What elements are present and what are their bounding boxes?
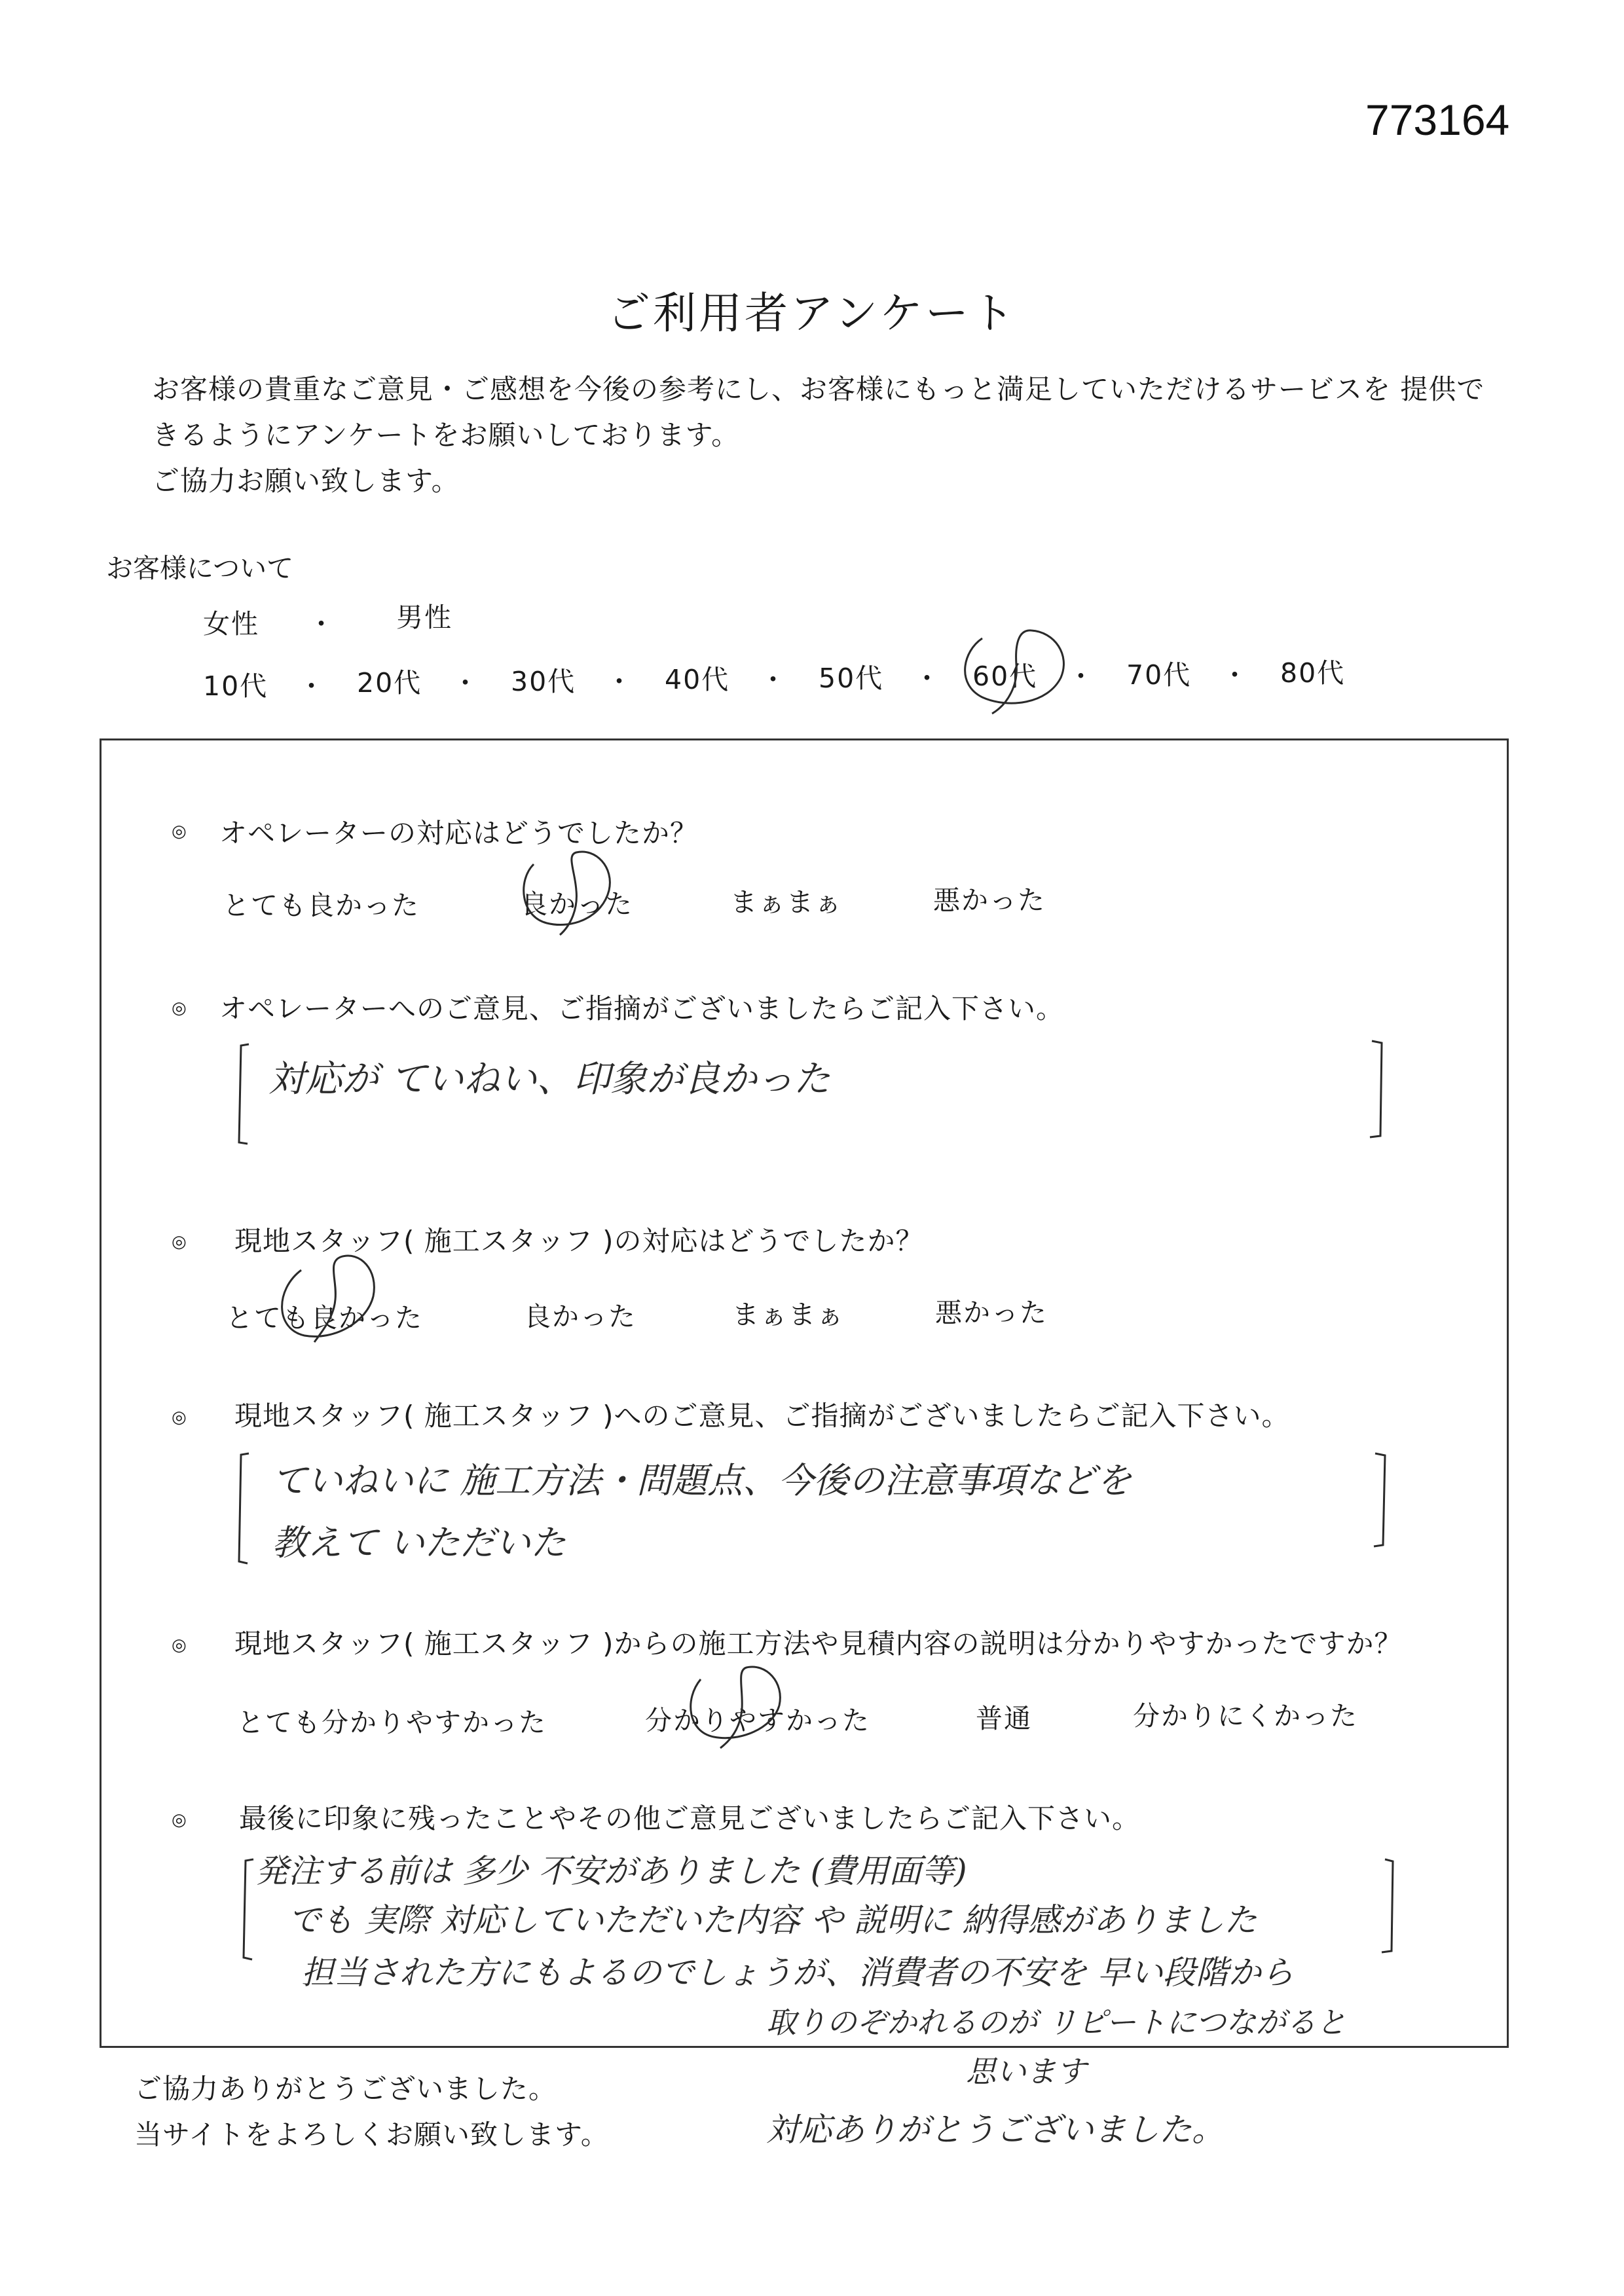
q1-option-bad[interactable]: 悪かった [933, 884, 1046, 916]
bullet-icon: ◎ [172, 1232, 187, 1252]
age-separator: ・ [452, 667, 480, 699]
customer-heading: お客様について [106, 553, 294, 584]
bullet-icon: ◎ [172, 1408, 187, 1427]
q5-option-average[interactable]: 普通 [976, 1703, 1032, 1734]
svg-text:取りのぞかれるのが リピートにつながると: 取りのぞかれるのが リピートにつながると [766, 2005, 1346, 2040]
age-option-selected[interactable]: 60代 [972, 661, 1038, 692]
q5-option-clear[interactable]: 分かりやすかった [645, 1705, 870, 1736]
gender-separator: ・ [308, 608, 336, 640]
svg-text:思います: 思います [966, 2054, 1086, 2089]
svg-text:担当された方にもよるのでしょうが、消費者の不安を 早い段階か: 担当された方にもよるのでしょうが、消費者の不安を 早い段階から [301, 1954, 1294, 1992]
svg-text:対応が ていねい、印象が良かった: 対応が ていねい、印象が良かった [268, 1058, 830, 1101]
age-separator: ・ [298, 670, 326, 702]
intro-line-3: ご協力お願い致します。 [152, 465, 460, 497]
age-separator: ・ [1221, 659, 1249, 691]
bullet-icon: ◎ [172, 1635, 187, 1655]
q1-option-good[interactable]: 良かった [521, 888, 633, 920]
selection-circle-q1 [511, 845, 629, 936]
bullet-icon: ◎ [172, 822, 187, 841]
selection-circle-q5 [674, 1653, 805, 1751]
age-option[interactable]: 40代 [665, 664, 730, 695]
age-separator: ・ [913, 663, 942, 694]
gender-male[interactable]: 男性 [396, 602, 452, 633]
age-separator: ・ [1067, 661, 1096, 692]
question-4: 現地スタッフ( 施工スタッフ )へのご意見、ご指摘がございましたらご記入下さい。 [234, 1400, 1290, 1432]
q2-answer [268, 1051, 1316, 1116]
gender-female[interactable]: 女性 [203, 608, 259, 640]
age-option[interactable]: 80代 [1280, 657, 1346, 689]
age-separator: ・ [606, 666, 634, 697]
q3-option-bad[interactable]: 悪かった [935, 1297, 1048, 1328]
age-option[interactable]: 30代 [511, 666, 576, 697]
intro-line-2: きるようにアンケートをお願いしております。 [152, 419, 740, 451]
svg-text:対応ありがとうございました。: 対応ありがとうございました。 [766, 2111, 1225, 2149]
q5-option-unclear[interactable]: 分かりにくかった [1133, 1700, 1358, 1732]
q5-option-very-clear[interactable]: とても分かりやすかった [237, 1707, 547, 1738]
q6-answer [255, 1846, 1369, 2154]
closing-line-2: 当サイトをよろしくお願い致します。 [134, 2119, 609, 2151]
svg-text:発注する前は 多少 不安がありました (費用面等): 発注する前は 多少 不安がありました (費用面等) [255, 1852, 967, 1890]
document-id: 773164 [1365, 96, 1510, 144]
question-5: 現地スタッフ( 施工スタッフ )からの施工方法や見積内容の説明は分かりやすかったですか？ [234, 1628, 1403, 1660]
question-6: 最後に印象に残ったことやその他ご意見ございましたらご記入下さい。 [239, 1802, 1141, 1834]
age-option[interactable]: 20代 [357, 667, 422, 699]
intro-line-1: お客様の貴重なご意見・ご感想を今後の参考にし、お客様にもっと満足していただけるサービスを 提供で [152, 373, 1485, 405]
selection-circle-q3 [262, 1231, 393, 1349]
bullet-icon: ◎ [172, 998, 187, 1018]
age-option[interactable]: 50代 [819, 663, 884, 694]
q1-option-very-good[interactable]: とても良かった [223, 890, 420, 921]
question-3: 現地スタッフ( 施工スタッフ )の対応はどうでしたか？ [234, 1225, 924, 1257]
q1-option-so-so[interactable]: まぁまぁ [730, 886, 843, 918]
bullet-icon: ◎ [172, 1810, 187, 1830]
q3-option-very-good[interactable]: とても良かった [226, 1302, 423, 1334]
q4-answer [272, 1457, 1320, 1575]
q3-option-good[interactable]: 良かった [524, 1301, 637, 1332]
svg-text:ていねいに 施工方法・問題点、今後の注意事項などを: ていねいに 施工方法・問題点、今後の注意事項などを [272, 1460, 1132, 1501]
question-2: オペレーターへのご意見、ご指摘がございましたらご記入下さい。 [219, 993, 1065, 1025]
page-title: ご利用者アンケート [606, 288, 1018, 338]
svg-text:でも 実際 対応していただいた内容 や 説明に 納得感があり: でも 実際 対応していただいた内容 や 説明に 納得感がありました [288, 1901, 1257, 1939]
age-option[interactable]: 10代 [203, 670, 268, 702]
age-separator: ・ [760, 664, 788, 695]
age-option[interactable]: 70代 [1126, 659, 1192, 691]
q3-option-so-so[interactable]: まぁまぁ [732, 1299, 845, 1330]
question-1: オペレーターの対応はどうでしたか？ [219, 817, 699, 849]
svg-text:教えて いただいた: 教えて いただいた [272, 1522, 566, 1563]
selection-circle-age [956, 625, 1074, 717]
closing-line-1: ご協力ありがとうございました。 [134, 2073, 557, 2105]
